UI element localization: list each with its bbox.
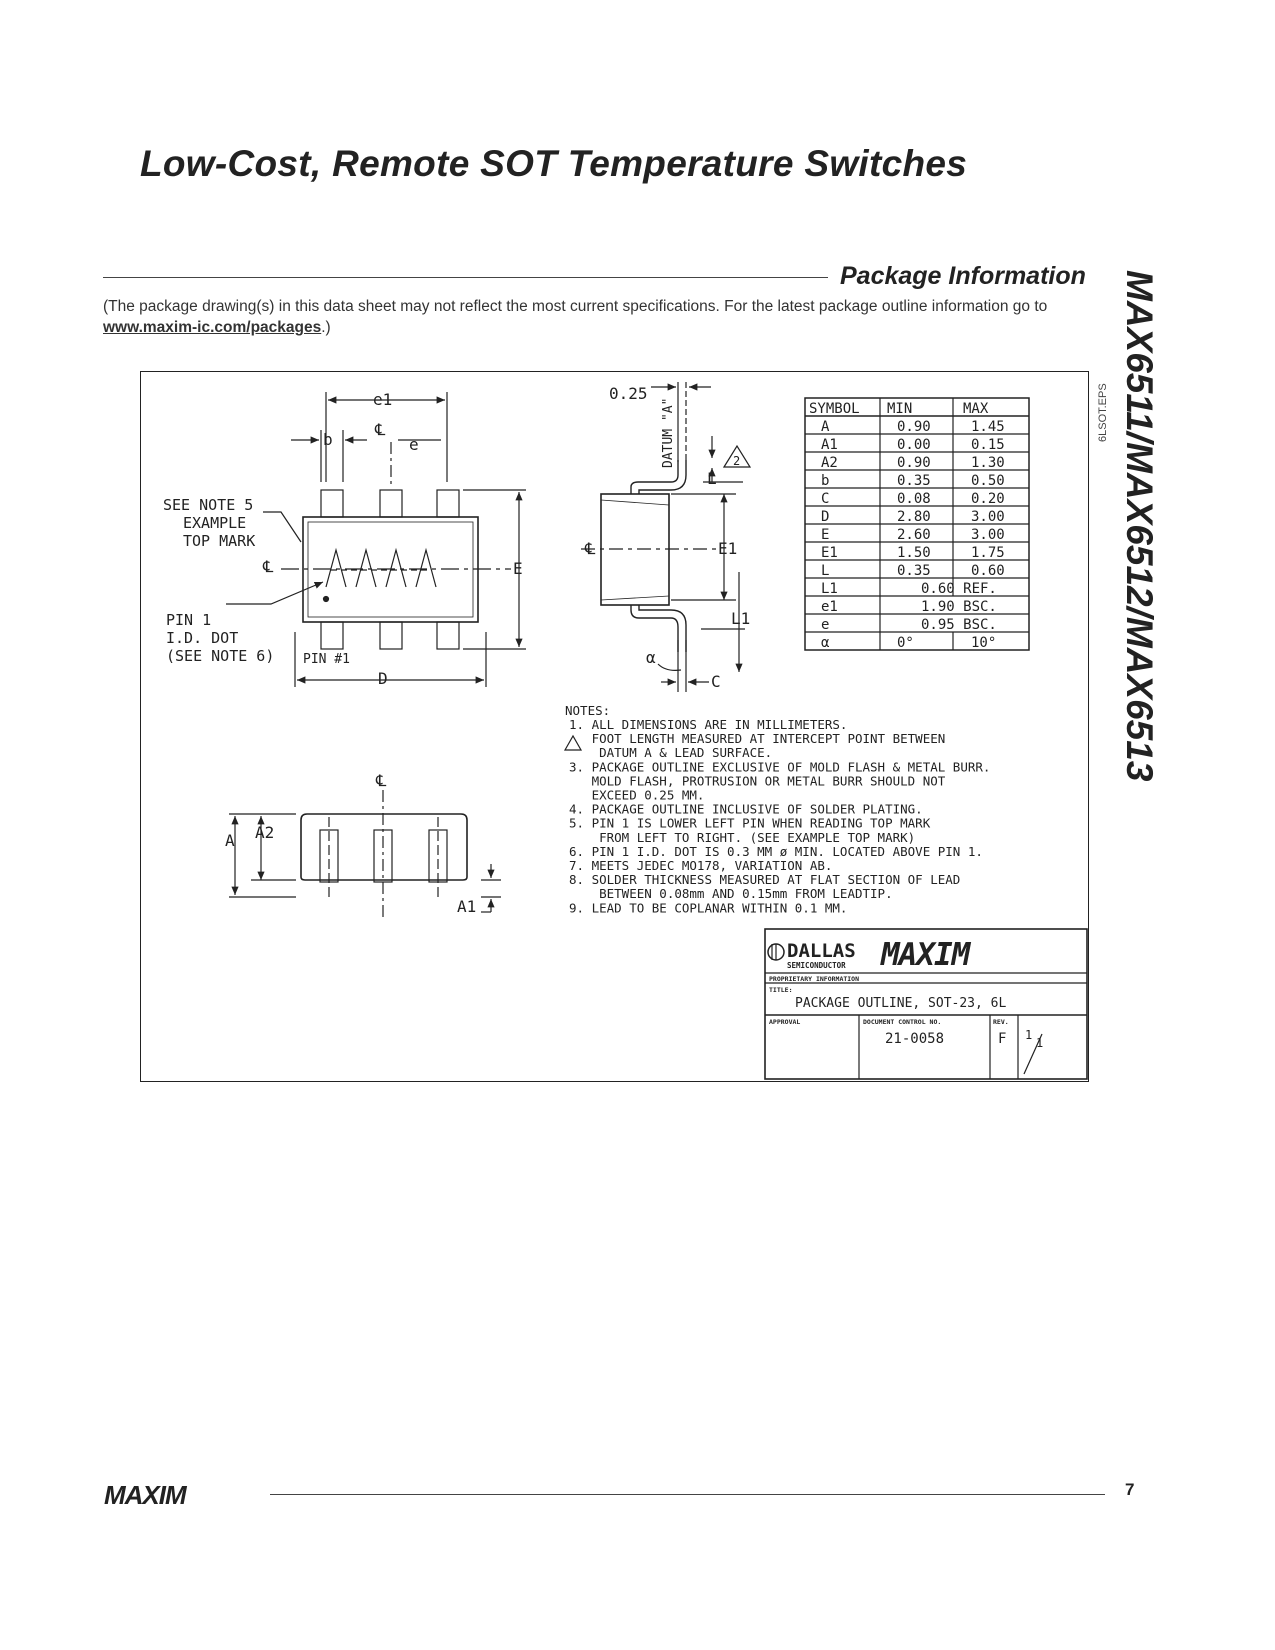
note-line: MOLD FLASH, PROTRUSION OR METAL BURR SHOULD NOT: [569, 773, 946, 789]
note-line: 6. PIN 1 I.D. DOT IS 0.3 MM ø MIN. LOCATED ABOVE PIN 1.: [569, 843, 983, 859]
table-max-cell: 0.50: [971, 473, 1005, 489]
table-min-cell: 0.90: [897, 455, 931, 471]
note-line: 1. ALL DIMENSIONS ARE IN MILLIMETERS.: [569, 717, 848, 732]
table-header-2: MAX: [963, 401, 989, 417]
table-min-cell: 0.00: [897, 437, 931, 453]
table-symbol-cell: b: [821, 473, 830, 489]
dallas-logo-text: DALLAS: [787, 940, 856, 962]
doc-control-label: DOCUMENT CONTROL NO.: [863, 1018, 942, 1026]
maxim-logo: MAXIM: [881, 937, 970, 973]
table-symbol-cell: A1: [821, 437, 838, 453]
table-symbol-cell: e1: [821, 599, 838, 615]
title-label: TITLE:: [769, 986, 793, 994]
page-title: Low-Cost, Remote SOT Temperature Switches: [140, 143, 968, 184]
table-symbol-cell: L1: [821, 581, 838, 597]
pin1-marker-label: PIN #1: [303, 652, 350, 667]
table-min-cell: 0.35: [897, 563, 931, 579]
side-centerline: ℄: [585, 539, 596, 558]
intro-suffix: .): [321, 319, 331, 336]
note2-marker: 2: [733, 454, 741, 468]
dim-L1-label: L1: [731, 609, 751, 628]
table-min-cell: 0.35: [897, 473, 931, 489]
drawing-title: PACKAGE OUTLINE, SOT-23, 6L: [795, 996, 1007, 1011]
note-line: FOOT LENGTH MEASURED AT INTERCEPT POINT BETWEEN: [569, 731, 946, 747]
table-symbol-cell: A: [821, 419, 830, 435]
table-min-cell: 1.90 BSC.: [921, 599, 997, 615]
table-min-cell: 1.50: [897, 545, 931, 561]
table-symbol-cell: E: [821, 527, 830, 543]
pin1-label-line3: (SEE NOTE 6): [166, 647, 275, 665]
table-symbol-cell: e: [821, 617, 830, 633]
doc-control-number: 21-0058: [885, 1031, 945, 1047]
note-line: FROM LEFT TO RIGHT. (SEE EXAMPLE TOP MARK): [569, 829, 916, 845]
dim-C-label: C: [711, 672, 721, 691]
pin1-label-line1: PIN 1: [166, 611, 212, 629]
top-centerline-v: ℄: [375, 420, 386, 439]
section-rule: [103, 277, 828, 278]
page-number: 7: [1125, 1480, 1135, 1499]
footer-maxim-logo: [104, 1480, 186, 1511]
table-symbol-cell: E1: [821, 545, 838, 561]
pin1-label-line2: I.D. DOT: [166, 629, 239, 647]
intro-paragraph: [103, 296, 1143, 338]
note-line: 3. PACKAGE OUTLINE EXCLUSIVE OF MOLD FLASH & METAL BURR.: [569, 759, 991, 775]
table-max-cell: 1.30: [971, 455, 1005, 471]
table-min-cell: 0°: [897, 635, 914, 651]
proprietary-label: PROPRIETARY INFORMATION: [769, 975, 860, 983]
dim-025-label: 0.25: [609, 384, 648, 403]
rev-label: REV.: [993, 1018, 1009, 1026]
table-symbol-cell: A2: [821, 455, 838, 471]
note-line: DATUM A & LEAD SURFACE.: [569, 745, 773, 761]
dim-b-label: b: [323, 430, 333, 449]
table-max-cell: 1.45: [971, 419, 1005, 435]
approval-label: APPROVAL: [769, 1018, 801, 1026]
sheet-number: 1: [1025, 1028, 1033, 1042]
dim-E1-label: E1: [718, 539, 738, 558]
note-line: 9. LEAD TO BE COPLANAR WITHIN 0.1 MM.: [569, 900, 848, 916]
eps-label: 6LSOT.EPS: [1097, 383, 1109, 442]
table-symbol-cell: D: [821, 509, 830, 525]
note5-label-line1: SEE NOTE 5: [163, 496, 254, 514]
table-symbol-cell: α: [821, 635, 830, 651]
dim-e1-label: e1: [373, 390, 393, 409]
section-heading: Package Information: [840, 262, 1086, 290]
dim-alpha-label: α: [646, 648, 656, 667]
table-min-cell: 0.60 REF.: [921, 581, 997, 597]
table-symbol-cell: C: [821, 491, 830, 507]
table-min-cell: 0.08: [897, 491, 931, 507]
dim-A1-label: A1: [457, 897, 477, 916]
sheet-total: 1: [1036, 1036, 1044, 1050]
table-min-cell: 0.90: [897, 419, 931, 435]
dim-e-label: e: [409, 435, 419, 454]
dim-L-label: L: [707, 469, 717, 488]
top-centerline-h: ℄: [263, 557, 274, 576]
table-header-0: SYMBOL: [809, 401, 860, 417]
table-header-1: MIN: [887, 401, 913, 417]
table-min-cell: 0.95 BSC.: [921, 617, 997, 633]
datum-a-label: DATUM "A": [661, 397, 676, 468]
table-min-cell: 2.60: [897, 527, 931, 543]
table-max-cell: 0.60: [971, 563, 1005, 579]
note5-label-line3: TOP MARK: [183, 532, 256, 550]
table-max-cell: 0.20: [971, 491, 1005, 507]
note-line: 8. SOLDER THICKNESS MEASURED AT FLAT SECTION OF LEAD: [569, 872, 961, 888]
dim-D-label: D: [378, 669, 388, 688]
note-line: 4. PACKAGE OUTLINE INCLUSIVE OF SOLDER PLATING.: [569, 801, 923, 817]
table-max-cell: 3.00: [971, 509, 1005, 525]
footer-rule: [270, 1494, 1105, 1495]
notes-block: [565, 703, 990, 915]
end-centerline: ℄: [376, 771, 387, 790]
note-line: 5. PIN 1 IS LOWER LEFT PIN WHEN READING TOP MARK: [569, 815, 931, 831]
footer-logo-text: MAXIM: [104, 1480, 186, 1510]
rev-value: F: [998, 1031, 1007, 1047]
dim-A-label: A: [225, 831, 235, 850]
table-min-cell: 2.80: [897, 509, 931, 525]
table-max-cell: 0.15: [971, 437, 1005, 453]
note-line: 7. MEETS JEDEC MO178, VARIATION AB.: [569, 858, 833, 873]
side-part-number: MAX6511/MAX6512/MAX6513: [1119, 270, 1160, 782]
table-max-cell: 1.75: [971, 545, 1005, 561]
dim-E-label: E: [513, 559, 523, 578]
intro-text: (The package drawing(s) in this data sheet may not reflect the most current specifications. For the latest package outline information go to: [103, 298, 1048, 315]
note5-label-line2: EXAMPLE: [183, 514, 247, 532]
notes-heading: NOTES:: [565, 703, 611, 718]
package-drawing-frame: [140, 371, 1089, 1082]
note-line: EXCEED 0.25 MM.: [569, 787, 705, 803]
table-symbol-cell: L: [821, 563, 830, 579]
dim-A2-label: A2: [255, 823, 275, 842]
packages-link[interactable]: www.maxim-ic.com/packages: [103, 319, 322, 336]
note-line: BETWEEN 0.08mm AND 0.15mm FROM LEADTIP.: [569, 886, 893, 902]
table-max-cell: 3.00: [971, 527, 1005, 543]
semiconductor-text: SEMICONDUCTOR: [787, 961, 846, 970]
table-max-cell: 10°: [971, 635, 997, 651]
package-drawing: [141, 372, 1088, 1081]
